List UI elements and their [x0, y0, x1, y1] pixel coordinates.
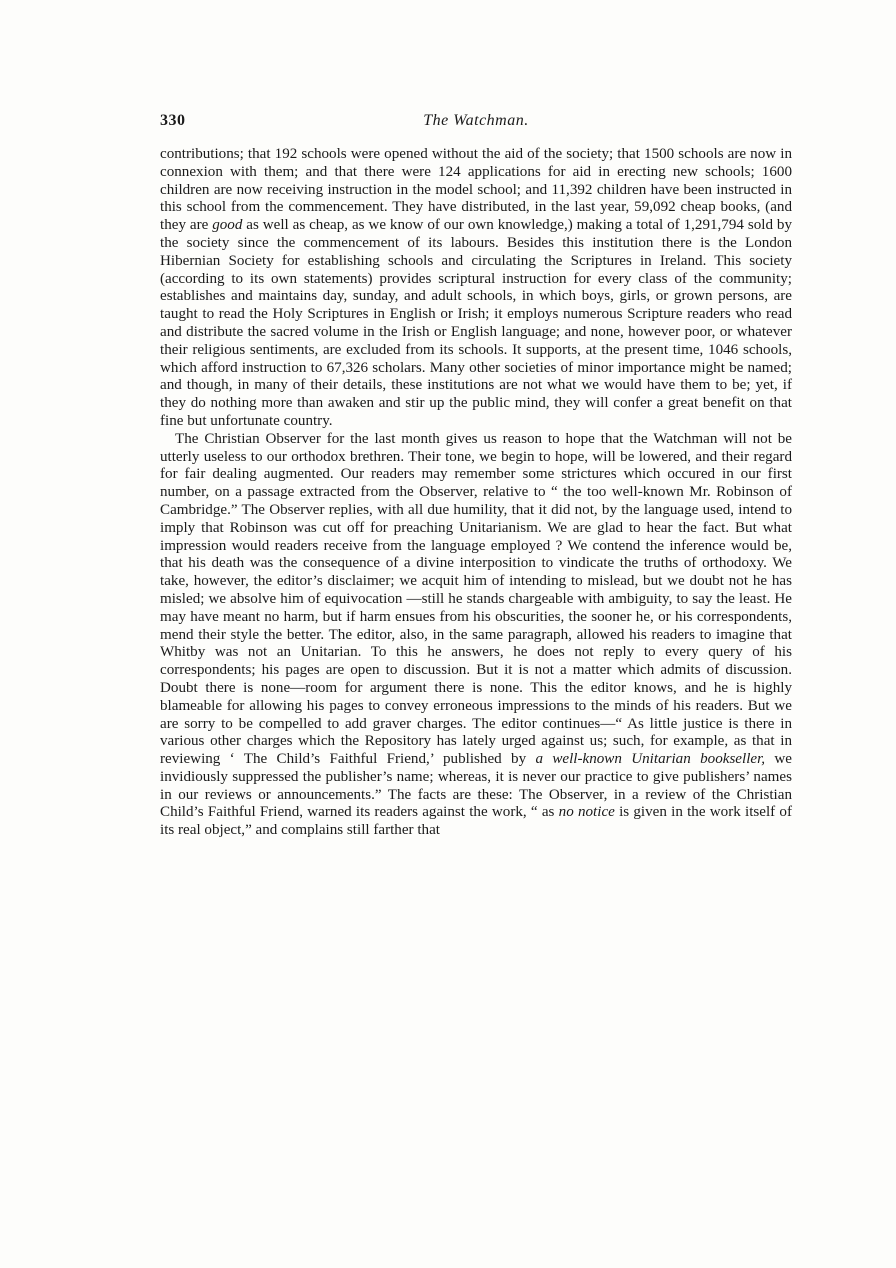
text-run: The Christian Observer for the last month gives us reason to hope that the Watchman will not be utterly useless to our orthodox brethren. Their tone, we begin to hope, will be lowered, and their regard for fair dealing augmented. Our readers may remember some strictures which occured in our first number, on a passage extracted from the Observer, relative to “ the too well-known Mr. Robinson of Cambridge.” The Observer replies, with all due humility, that it did not, by the language used, intend to imply that Robinson was cut off for preaching Unitarianism. We are glad to hear the fact. But what impression would readers receive from the language employed ? We contend the inference would be, that his death was the consequence of a divine interposition to vindicate the truths of orthodoxy. We take, however, the editor’s disclaimer; we acquit him of intending to mislead, but we doubt not he has misled; we absolve him of equivocation —still he stands chargeable with ambiguity, to say the least. He may have meant no harm, but if harm ensues from his obscurities, the sooner he, or his correspondents, mend their style the better. The editor, also, in the same paragraph, allowed his readers to imagine that Whitby was not an Unitarian. To this he answers, he does not reply to every query of his correspondents; his pages are open to discussion. But it is not a matter which admits of discussion. Doubt there is none—room for argument there is none. This the editor knows, and he is highly blameable for allowing his pages to convey erroneous impressions to the minds of his readers. But we are sorry to be compelled to add graver charges. The editor continues—“ As little justice is there in various other charges which the Repository has lately urged against us; such, for example, as that in reviewing ‘ The Child’s Faithful Friend,’ published by — [160, 430, 792, 768]
text-run: as well as cheap, as we know of our own knowledge,) making a total of 1,291,794 sold by the society since the commencement of its labours. Besides this institution there is the London Hibernian Society for establishing schools and circulating the Scriptures in Ireland. This society (according to its own statements) provides scriptural instruction for every class of the community; establishes and maintains day, sunday, and adult schools, in which boys, girls, or grown persons, are taught to read the Holy Scriptures in English or Irish; it employs numerous Scripture readers who read and distribute the sacred volume in the Irish or English language; and none, however poor, or whatever their religious sentiments, are excluded from its schools. It supports, at the present time, 1046 schools, which afford instruction to 67,326 scholars. Many other societies of minor importance might be named; and though, in many of their details, these institutions are not what we would have them to be; yet, if they do nothing more than awaken and stir up the public mind, they will confer a great benefit on that fine but unfortunate country. — [160, 217, 792, 429]
emphasis-good: good — [212, 217, 243, 234]
emphasis-no-notice: no notice — [558, 804, 615, 821]
text-run: is given in the work itself of its real object,” and complains still farther that — [160, 804, 793, 839]
article-body — [160, 146, 792, 840]
text-run: contributions; that 192 schools were opened without the aid of the society; that 1500 schools are now in connexion with them; and that there were 124 applications for aid in erecting new schools; 1600 children are now receiving instruction in the model school; and 11,392 children have been instructed in this school from the commencement. They have distributed, in the last year, 59,092 cheap books, (and they are — [160, 146, 792, 234]
paragraph-schools — [160, 146, 792, 431]
journal-title: The Watchman. — [423, 112, 529, 129]
text-run: we invidiously suppressed the publisher’s name; whereas, it is never our practice to give publishers’ names in our reviews or announcements.” The facts are these: The Observer, in a review of the Christian Child’s Faithful Friend, warned its readers against the work, “ as — [160, 751, 793, 821]
page-number: 330 — [160, 112, 186, 129]
running-head — [160, 112, 792, 134]
emphasis-bookseller: a well-known Unitarian bookseller, — [535, 751, 766, 768]
paragraph-christian-observer — [160, 431, 792, 840]
